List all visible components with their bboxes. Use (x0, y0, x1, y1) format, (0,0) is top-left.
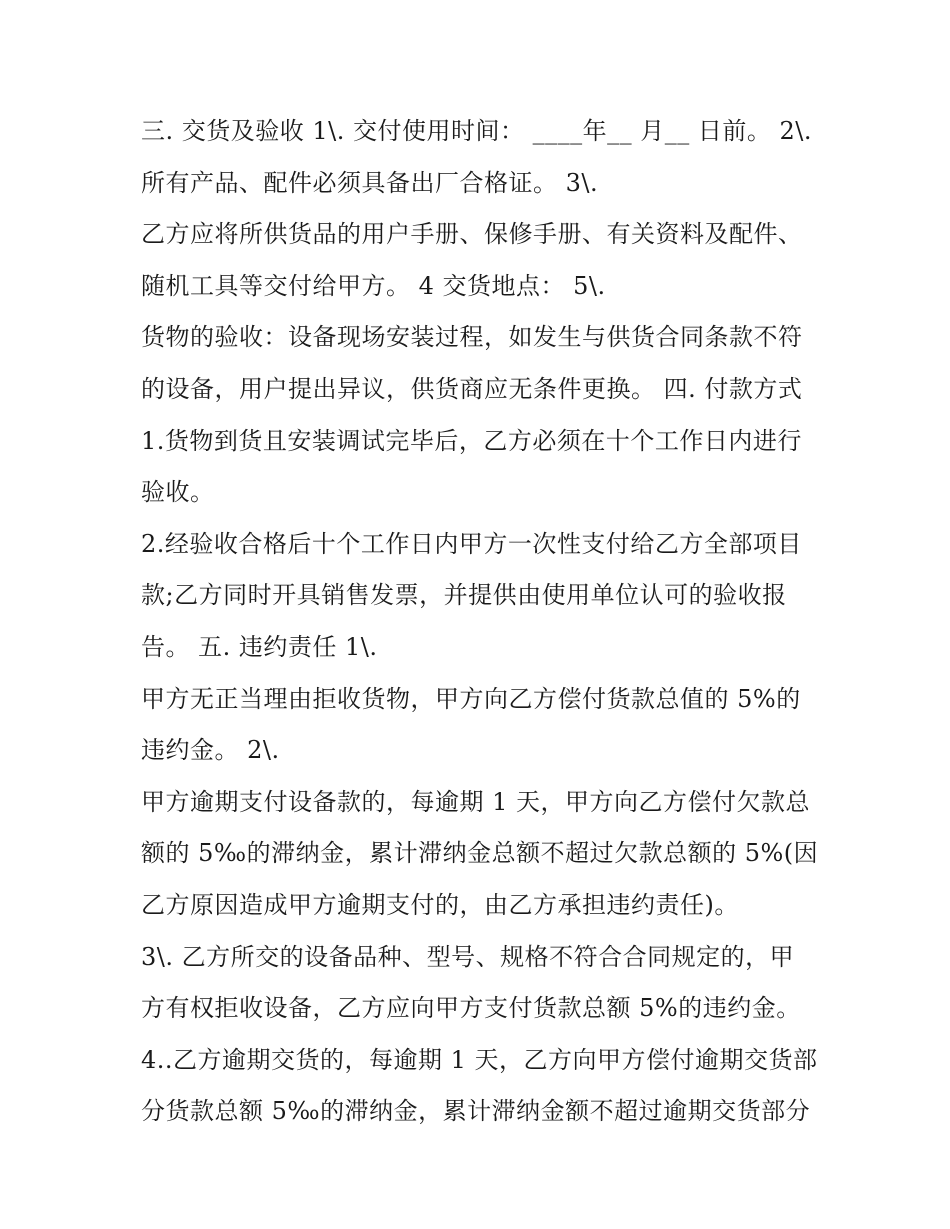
text-line: 乙方原因造成甲方逾期支付的，由乙方承担违约责任)。 (141, 890, 739, 919)
text-line: 乙方应将所供货品的用户手册、保修手册、有关资料及配件、 (141, 220, 803, 249)
text-line: 款;乙方同时开具销售发票，并提供由使用单位认可的验收报 (141, 581, 787, 610)
text-line: 告。 五. 违约责任 1\. (141, 632, 378, 661)
text-line: 所有产品、配件必须具备出厂合格证。 3\. (141, 168, 599, 197)
text-line: 2.经验收合格后十个工作日内甲方一次性支付给乙方全部项目 (141, 529, 802, 558)
text-line: 方有权拒收设备，乙方应向甲方支付货款总额 5%的违约金。 (141, 994, 801, 1023)
text-line: 的设备，用户提出异议，供货商应无条件更换。 四. 付款方式 (141, 374, 803, 403)
text-line: 验收。 (141, 478, 215, 507)
text-line: 货物的验收：设备现场安装过程，如发生与供货合同条款不符 (141, 323, 803, 352)
text-line: 分货款总额 5‰的滞纳金，累计滞纳金额不超过逾期交货部分 (141, 1097, 811, 1126)
text-line: 甲方无正当理由拒收货物，甲方向乙方偿付货款总值的 5%的 (141, 684, 801, 713)
text-line: 1.货物到货且安装调试完毕后，乙方必须在十个工作日内进行 (141, 426, 802, 455)
text-line: 违约金。 2\. (141, 736, 280, 765)
text-line: 额的 5‰的滞纳金，累计滞纳金总额不超过欠款总额的 5%(因 (141, 839, 819, 868)
contract-text-body (141, 106, 821, 1138)
text-line: 三. 交货及验收 1\. 交付使用时间： ____年__ 月__ 日前。 2\. (141, 117, 812, 145)
text-line: 3\. 乙方所交的设备品种、型号、规格不符合合同规定的，甲 (141, 942, 795, 971)
text-line: 4..乙方逾期交货的，每逾期 1 天，乙方向甲方偿付逾期交货部 (141, 1045, 818, 1074)
text-line: 甲方逾期支付设备款的，每逾期 1 天，甲方向乙方偿付欠款总 (141, 787, 811, 816)
text-line: 随机工具等交付给甲方。 4 交货地点： 5\. (141, 271, 606, 300)
